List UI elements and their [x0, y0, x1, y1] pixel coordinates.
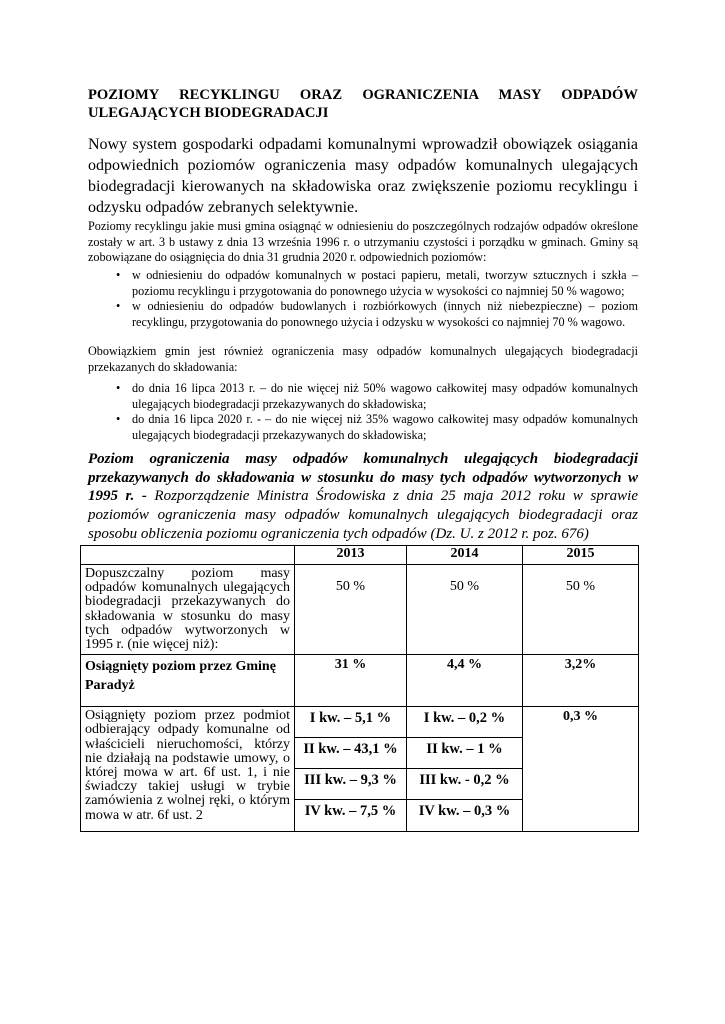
operator-level-label: Osiągnięty poziom przez podmiot odbierający odpady komunalne od właścicieli nieruchomości, którzy nie działają na podstawie umowy, o której mowa w art. 6f ust. 1, i nie świadczy takiej usługi w trybie zamówienia z wolnej ręki, o którym mowa w atr. 6f ust. 2 [81, 707, 295, 832]
quarter-value: I kw. – 0,2 % [407, 707, 522, 738]
allowed-value-2013: 50 % [295, 565, 407, 655]
year-header-2014: 2014 [407, 546, 523, 565]
limitation-deadlines-list [88, 381, 638, 443]
achieved-value-2014: 4,4 % [407, 655, 523, 707]
achieved-level-label: Osiągnięty poziom przez Gminę Paradyż [81, 655, 295, 707]
document-heading: POZIOMY RECYKLINGU ORAZ OGRANICZENIA MASY ODPADÓW ULEGAJĄCYCH BIODEGRADACJI [88, 87, 638, 121]
intro-paragraph: Nowy system gospodarki odpadami komunalnymi wprowadził obowiązek osiągania odpowiednich poziomów ograniczenia masy odpadów komunalnych ulegających biodegradacji kierowanych na składowiska oraz zwiększenie poziomu recyklingu i odzysku odpadów zebranych selektywnie. [88, 136, 638, 216]
limitation-paragraph: Obowiązkiem gmin jest również ograniczenia masy odpadów komunalnych ulegających biodegradacji przekazanych do składowania: [88, 344, 638, 374]
bullet-icon: • [116, 299, 121, 314]
quarter-value: III kw. - 0,2 % [407, 769, 522, 800]
year-header-2013: 2013 [295, 546, 407, 565]
quarter-value: IV kw. – 7,5 % [304, 803, 397, 820]
quarter-value: II kw. – 43,1 % [295, 738, 406, 769]
table-row-achieved [81, 655, 639, 707]
quarters-2014 [407, 707, 523, 832]
recycling-levels-list [88, 268, 638, 330]
reduction-levels-table [80, 545, 639, 832]
regulation-subject: Poziom ograniczenia masy odpadów komunalnych ulegających biodegradacji przekazywanych do składowania w stosunku do masy tych odpadów wytworzonych w 1995 r. - [88, 451, 638, 505]
quarter-value: III kw. – 9,3 % [295, 769, 406, 800]
bullet-icon: • [116, 381, 121, 395]
list-item: • do dnia 16 lipca 2013 r. – do nie więcej niż 50% wagowo całkowitej masy odpadów komunalnych ulegających biodegradacji przekazywanych do składowiska; [116, 381, 638, 411]
allowed-value-2014: 50 % [407, 565, 523, 655]
operator-value-2015: 0,3 % [523, 707, 639, 832]
quarter-value: IV kw. – 0,3 % [418, 803, 511, 820]
list-item: • do dnia 16 lipca 2020 r. - – do nie więcej niż 35% wagowo całkowitej masy odpadów komunalnych ulegających biodegradacji przekazywanych do składowiska; [116, 412, 638, 442]
year-header-2015: 2015 [523, 546, 639, 565]
allowed-level-label: Dopuszczalny poziom masy odpadów komunalnych ulegających biodegradacji przekazywanych do składowania w stosunku do masy tych odpadów wytworzonych w 1995 r. (nie więcej niż): [81, 565, 295, 655]
allowed-value-2015: 50 % [523, 565, 639, 655]
table-corner-cell [81, 546, 295, 565]
list-item: • w odniesieniu do odpadów budowlanych i rozbiórkowych (innych niż niebezpieczne) – poziom recyklingu, przygotowania do ponownego użycia i odzysku w wysokości co najmniej 70 % wagowo. [116, 299, 638, 329]
achieved-value-2015: 3,2% [523, 655, 639, 707]
table-row-allowed [81, 565, 639, 655]
bullet-icon: • [116, 268, 121, 282]
achieved-value-2013: 31 % [295, 655, 407, 707]
quarter-value: I kw. – 5,1 % [295, 707, 406, 738]
quarter-value: II kw. – 1 % [407, 738, 522, 769]
table-header-row [81, 546, 639, 565]
quarters-2013 [295, 707, 407, 832]
regulation-citation: Rozporządzenie Ministra Środowiska z dnia 25 maja 2012 roku w sprawie poziomów ograniczenia masy odpadów komunalnych ulegających biodegradacji oraz sposobu obliczenia poziomu ograniczenia tych odpadów (Dz. U. z 2012 r. poz. 676) [88, 488, 638, 542]
list-item: • w odniesieniu do odpadów komunalnych w postaci papieru, metali, tworzyw sztucznych i szkła – poziomu recyklingu i przygotowania do ponownego użycia w wysokości co najmniej 50 % wagowo; [116, 268, 638, 298]
table-row-operator [81, 707, 639, 832]
recycling-paragraph: Poziomy recyklingu jakie musi gmina osiągnąć w odniesieniu do poszczególnych rodzajów odpadów określone zostały w art. 3 b ustawy z dnia 13 września 1996 r. o utrzymaniu czystości i porządku w gminach. Gminy są zobowiązane do osiągnięcia do dnia 31 grudnia 2020 r. odpowiednich poziomów: [88, 219, 638, 265]
bullet-icon: • [116, 412, 121, 427]
regulation-reference [88, 450, 638, 544]
